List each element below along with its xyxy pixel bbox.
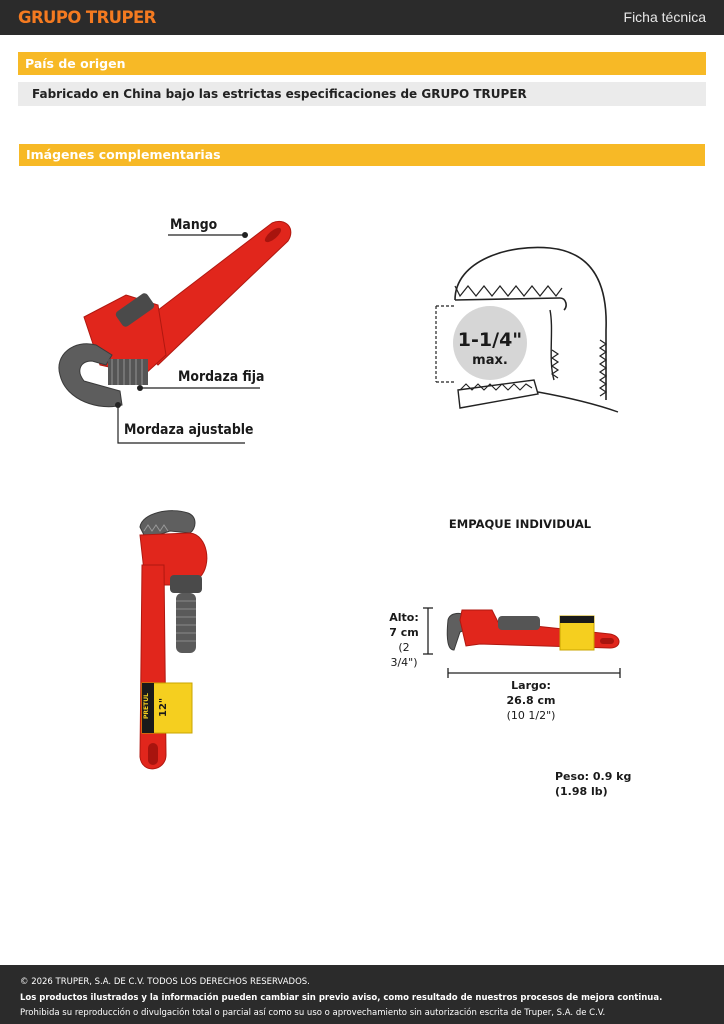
- capacity-diagram: [430, 240, 625, 415]
- package-length-inches: (10 1/2"): [506, 709, 556, 722]
- product-label-brand: PRETUL: [143, 693, 150, 719]
- package-height: [385, 610, 423, 670]
- product-label-size: 12": [158, 697, 169, 717]
- document-type: Ficha técnica: [623, 9, 706, 25]
- capacity-suffix: max.: [472, 353, 508, 368]
- package-length-label: Largo:: [511, 679, 551, 692]
- package-height-label: Alto:: [389, 611, 419, 624]
- package-weight: Peso: 0.9 kg (1.98 lb): [555, 770, 632, 798]
- callout-handle: Mango: [170, 217, 218, 233]
- package-illustration: [420, 600, 630, 685]
- footer-copyright: © 2026 TRUPER, S.A. DE C.V. TODOS LOS DERECHOS RESERVADOS.: [20, 977, 310, 987]
- callout-adjustable-jaw: Mordaza ajustable: [124, 422, 254, 438]
- capacity-value: 1-1/4": [457, 329, 523, 351]
- top-bar: [0, 0, 724, 35]
- origin-section-header: País de origen: [18, 52, 706, 75]
- images-section-header: Imágenes complementarias: [19, 144, 705, 166]
- footer: [0, 965, 724, 1024]
- footer-prohibition: Prohibida su reproducción o divulgación total o parcial así como su uso o aprovechamiento sin autorización escrita de Truper, S.A. de C.V.: [20, 1008, 606, 1018]
- package-title: EMPAQUE INDIVIDUAL: [448, 517, 592, 531]
- footer-notice: Los productos ilustrados y la información pueden cambiar sin previo aviso, como resultado de nuestros procesos de mejora continua.: [20, 992, 663, 1003]
- origin-text: Fabricado en China bajo las estrictas especificaciones de GRUPO TRUPER: [18, 82, 706, 106]
- wrench-product-photo: [130, 505, 220, 780]
- package-height-value: 7 cm: [389, 626, 419, 639]
- package-length-value: 26.8 cm: [506, 694, 556, 707]
- package-height-inches: (2 3/4"): [390, 641, 418, 669]
- wrench-parts-illustration: [40, 205, 310, 455]
- brand-logo: GRUPO TRUPER: [18, 8, 156, 27]
- callout-fixed-jaw: Mordaza fija: [178, 369, 265, 385]
- package-length: [490, 678, 572, 723]
